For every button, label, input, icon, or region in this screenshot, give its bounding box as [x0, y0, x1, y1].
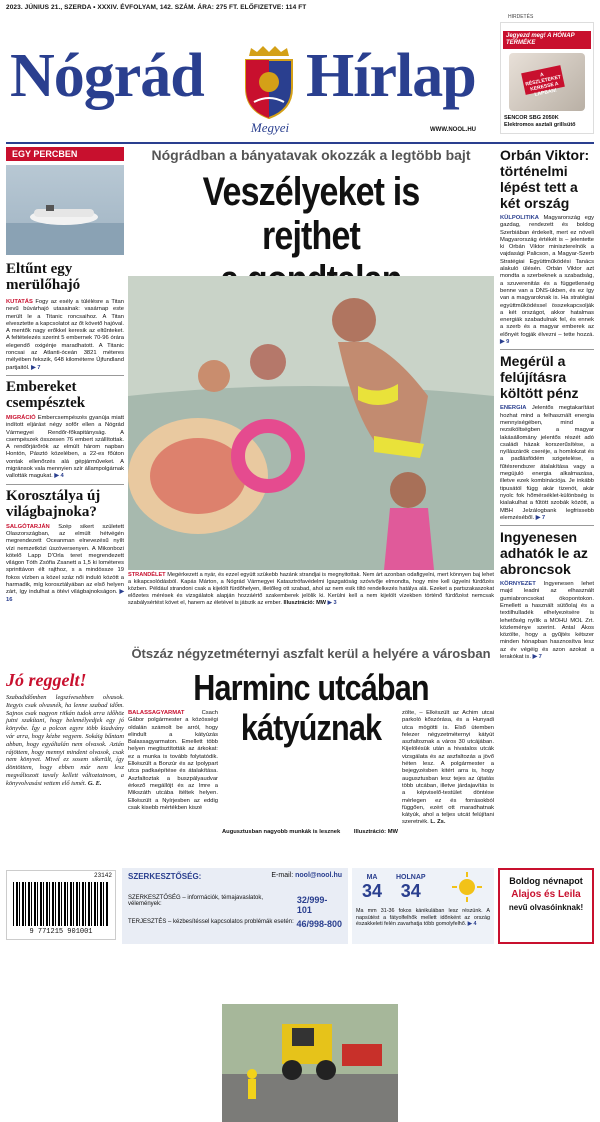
contact-box [122, 868, 348, 944]
page-ref-number: 4 [60, 473, 64, 480]
page-ref[interactable]: ▶ 7 [31, 364, 41, 371]
story-title-submarine[interactable]: Eltűnt egy merülőhajó [6, 261, 81, 293]
page-ref-number: 7 [541, 514, 546, 521]
sun-icon [452, 872, 482, 902]
page-ref-number: 7 [37, 364, 41, 371]
product-ad[interactable] [500, 22, 594, 134]
story-keyword: KÖRNYEZET [500, 581, 536, 588]
weather-body: Ma mm 31-36 fokos kánikulában lesz részünk. A napsütést a fátyolfelhők mellett időnként az ország északkeleti felén zavarhatja több gomolyfelhő. [356, 908, 490, 928]
masthead-title-right: Hírlap [306, 42, 476, 110]
photo-credit: Illusztráció: MW [353, 829, 398, 835]
left-column [6, 147, 124, 604]
barcode-top: 23142 [93, 872, 112, 879]
weather-box [352, 868, 494, 944]
page-ref[interactable]: ▶ 4 [54, 473, 64, 480]
divider [500, 525, 594, 526]
story-keyword: SALGÓTARJÁN [6, 523, 50, 530]
divider [6, 375, 124, 376]
nameday-title: Boldog névnapot [509, 876, 583, 886]
footer [0, 858, 600, 947]
weather-today-value: 34 [362, 881, 383, 901]
divider [6, 484, 124, 485]
ad-price-tag: A RÉSZLETEKET KERESSE A LAPBAN! [521, 65, 565, 95]
main-supertitle: Nógrádban a bányatavak okozzák a legtöbb bajt [151, 147, 471, 163]
contact-row-label: TERJESZTÉS – kézbesítéssel kapcsolatos problémák esetén: [128, 919, 294, 925]
story-text-submarine [6, 299, 124, 372]
second-text3 [402, 710, 494, 827]
contact-row-editorial [128, 895, 342, 915]
second-col1 [128, 710, 218, 812]
megyei-label: Megyei [250, 120, 290, 135]
opinion-title: Jó reggelt! [6, 670, 87, 690]
story-body: Csach Gábor polgármester a közösségi oldalán számolt be arról, hogy elindult a kátyúzás Balassagyarmaton. Emellett több helyen megtisztították az árkokat: ez a munka is tovább folytatódik. Elkészült a Bonzúr és az Ipolypart utca padkaépítése és átalakítása. Aszfaltoztak a buszpályaudvar érkező megállójt és az Imre a Mikszáth utcába ítéltek helyen. Elkészült a Nyírjesben az eddig csak kisebb mértékben kiszé [128, 710, 218, 811]
page-ref[interactable]: ▶ 9 [500, 339, 510, 346]
contact-label: SZERKESZTŐSÉG: [128, 872, 202, 881]
page-ref[interactable]: ▶ 16 [6, 589, 124, 603]
opinion-box [6, 670, 124, 788]
story-title-energy[interactable]: Megérül a felújításra költött pénz [500, 353, 579, 402]
ad-caption [504, 115, 576, 129]
second-headline[interactable]: Harminc utcában kátyúznak [193, 667, 429, 748]
masthead-title-left: Nógrád [10, 42, 204, 110]
website-url[interactable]: WWW.NOOL.HU [430, 127, 476, 133]
caption-keyword: STRANDÉLET [128, 572, 166, 578]
page-ref-number: 4 [473, 921, 477, 928]
weather-text [356, 908, 490, 928]
story-body: Ingyenesen lehet majd leadni az elhasznált gumiabroncsokat ökopontokon. Emellett a használt sütőolaj és a textilhulladék elhelyezésére is lehetőség nyílik a MOHU MOL Zrt. közleménye szerint. Antal Ákos közölte, hogy a gyűjtés kétszer minden hónapban hasznosítva lesz az év végéig és azon azokat a lerakókat is. [500, 581, 594, 661]
story-title-tyres[interactable]: Ingyenesen adhatók le az abroncsok [500, 529, 588, 578]
story-body: Fogy az esély a túlélésre a Titan nevű búvárhajó utasainak: vasárnap este merült le a Titanic roncsaihoz. A Titan elvesztette a kapcsolatot az őt követő hajóval. A mentők nagy erőkkel keresik az eltűnteket. A feltételezés szerint 5 embernek 70-96 órára elegendő oxigénje maradhatott. A Titanic roncsai az Atlanti-óceán 3821 méteres mélyében fekszik, 648 kilométerre Újfundland partjaitól. [6, 299, 124, 371]
story-keyword: KUTATÁS [6, 299, 33, 305]
page-ref[interactable]: ▶ 4 [467, 921, 477, 928]
contact-row-label: SZERKESZTŐSÉG – információk, témajavaslatok, vélemények: [128, 895, 264, 907]
ad-product-desc: Elektromos asztali grillsütő [504, 122, 576, 128]
nameday-names: Alajos és Leila [511, 889, 581, 900]
contact-email[interactable] [271, 872, 342, 879]
weather-today-label: MA [366, 874, 378, 881]
opinion-byline: G. E. [87, 779, 102, 787]
story-body: Szép sikert született Olaszországban, az elmúlt hétvégén megrendezett Oceanman elnevezésű nyílt vízi nemzetközi úszóversenyen. A Mikonbozi kötelő Lapp D'Orla teret megrendezett világon Tóth Zsófia Zsanett a 1,5 ki lométeres sprinttávon élt rajthoz, s a mindössze 19 fokos vízben a közel száz női induló között a harmadik, míg korosztályában az első helyen zárt, így indulhat a ötévi világbajnokságon. [6, 523, 124, 596]
nameday-tail: nevű olvasóinknak! [508, 903, 584, 912]
swimming-scene-icon [128, 276, 494, 570]
story-text-orban [500, 215, 594, 346]
page-ref-number: 16 [6, 596, 13, 603]
story-title-champion[interactable]: Korosztálya új világbajnoka? [6, 487, 101, 520]
opinion-body: Szabadidőmben legszívesebben olvasok. Itegyis csak olvasnék, ha lenne szabad időm. Sajnos csak nagyon ritkán tudok arra időhöz jutni szakítani, hogy belemélyedjek egy jó könyvbe. Így a polcon egyre több kiadvány vár arra, hogy kézbe vegyem. Sokáig bűntam abban, hogy egyáltalán nem olvasok. Aztán rájöttem, hogy mennyi mindent olvasok, csak nem könyvet. Mivel ez sosem sikerült, így döntöttem, hogy ebben már nem lesz megváltozott tavaly kellett változtatnom, a könyvolvasást vettem elő ismét. [6, 694, 124, 787]
story-text-champion [6, 524, 124, 604]
section-tag-egy-percben: EGY PERCBEN [6, 147, 124, 161]
opinion-text [6, 694, 124, 788]
county-crest-icon [240, 46, 298, 120]
page-ref[interactable]: ▶ 7 [532, 654, 542, 661]
submarine-icon [6, 165, 124, 255]
nameday-box [498, 868, 594, 944]
masthead [6, 36, 476, 135]
weather-tomorrow [396, 874, 426, 902]
story-title-orban[interactable]: Orbán Viktor: történelmi lépést tett a két ország [500, 147, 590, 211]
second-text1 [128, 710, 218, 812]
roadwork-photo-caption [222, 829, 398, 836]
masthead-rule [6, 142, 594, 144]
main-photo-caption [128, 572, 494, 607]
story-text-energy [500, 405, 594, 522]
story-keyword: KÜLPOLITIKA [500, 215, 539, 221]
submarine-photo [6, 165, 124, 255]
caption-text: Megérkezett a nyár, és ezzel együtt szükebb hazánk strandjai is megnyitottak. Nem árt azonban odafigyelni, mert könnyen baj lehet a kikapcsolódásból. Kapás Márton, a Nógrád Vármegyei Katasztrófavédelmi Igazgatóság szóvivője elmondta, hogy mire kell ügyelni fürdőzés közben. Például strandoni csak a kijelölt fürdőhelyen, illetőleg ott szabad, ahol az nem esik tiltó rendelkezés hatálya alá. Ezeket a partszakaszokat előzetes mérések és vizsgálatok alapján hozzáértő szakemberek jelölik ki. Kerülni kell a nem kijelölt vízekben történő fürdőzést nemcsak szabálysértést követ el, hanem az életével is játszik az ember. [128, 572, 494, 607]
page-ref-number: 3 [333, 600, 337, 607]
story-keyword: BALASSAGYARMAT [128, 710, 185, 716]
barcode-number: 9 771215 901001 [29, 928, 93, 936]
email-label: E-mail: [271, 872, 294, 879]
story-text-smugglers [6, 415, 124, 481]
second-byline: L. Zs. [430, 819, 446, 826]
ad-banner: Jegyezd meg! A HÓNAP TERMÉKE [503, 31, 591, 49]
email-address: nool@nool.hu [295, 872, 342, 879]
page-ref-number: 9 [506, 339, 510, 346]
contact-row-number[interactable]: 32/999-101 [296, 895, 328, 915]
page-ref[interactable]: ▶ 3 [327, 600, 337, 607]
caption-credit: Illusztráció: MW [283, 600, 327, 607]
contact-row-number[interactable]: 46/998-800 [296, 919, 342, 929]
second-col3 [402, 710, 494, 827]
story-body: Magyarország egy gazdag, rendezett és boldog Szerbiában érdekelt, mert ez növeli Magyarország értékét is – jelentette ki Orbán Viktor miniszterelnök a vajdasági Palicson, a Magyar-Szerb Stratégiai Együttműködési Tanács alakuló ülésén. Orbán Viktor azt mondta a szerbeknek a szabadság, a szuverenitás és a függetlenség benne van a DNS-ükben, és ez így van a magyaroknak is. Ha stratégiai együttműködéssel összekapcsolják a két országot, akkor hatalmas energiák szabadulnak fel, és ennek a szerb és a magyar emberek az előnyét fogják élvezni – tette hozzá. [500, 215, 594, 338]
story-text-tyres [500, 581, 594, 661]
photo-caption-text: Augusztusban nagyobb munkák is lesznek [222, 829, 341, 835]
contact-row-distribution [128, 919, 342, 929]
barcode-bars [13, 882, 109, 926]
main-headline-line1: Veszélyeket is rejthet [202, 170, 420, 258]
second-supertitle: Ötszáz négyzetméternyi aszfalt kerül a helyére a városban [131, 646, 491, 661]
dateline: 2023. JÚNIUS 21., SZERDA • XXXIV. ÉVFOLYAM, 142. SZÁM. ÁRA: 275 FT. ELŐFIZETVE: 114 FT [6, 4, 307, 11]
ad-label: HIRDETÉS [508, 14, 534, 20]
page-ref-number: 7 [538, 654, 542, 661]
roadwork-photo [222, 1004, 398, 1122]
excavator-scene-icon [222, 1004, 398, 1122]
story-keyword: ENERGIA [500, 405, 527, 412]
story-keyword: MIGRÁCIÓ [6, 414, 36, 421]
right-column [500, 147, 594, 661]
divider [500, 349, 594, 350]
story-body: zölte, – Elkészült az Achim utcai parkoló kőszórása, és a Hunyadi utca mögötti is. Első ütemben felezer négyzetméternyi kátyút aszfaltoznak a város 30 utcájában. Kijelölésük után a hivatalos utcák vizsgálata és az aszfaltozás a jövő héten lesz. A polgármester a bejegyzésben kitért arra is, hogy augusztusban lesz tejes az újtatás több utcában, illetve járdajavítás is a képviselő-testület döntése mérlegen ez és forrásokból függően, ezért ott maradhatnak kátyúk, ahol a teljes utcát felújítani szeretnék. [402, 710, 494, 826]
weather-tomorrow-value: 34 [400, 881, 421, 901]
story-title-smugglers[interactable]: Embereket csempésztek [6, 378, 86, 411]
page-ref[interactable]: ▶ 7 [535, 514, 546, 521]
weather-tomorrow-label: HOLNAP [396, 874, 426, 881]
barcode [6, 870, 116, 940]
weather-today [362, 874, 382, 902]
story-body: Embercsempészés gyanúja miatt indított eljárást négy sofőr ellen a Nógrád Vármegyei Rendőr-főkapitányság. A csempészek összesen 76 embert szállítottak. A rendőrjárőrök az elmúlt három napban Hontón, Pásztó közelében, a 22-es főúton vontak ellenőrzés alá gépjárműveket. A migránsok vala mennyien szír állampolgárnak vallották magukat. [6, 414, 124, 480]
story-body: Jelentős megtakarítást hozhat mind a felhasznált energia mennyiségében, mind a rezsiköltségben a magyar lakásállomány jelentős részét adó családi házak korszerűsítése, a nyílászárók cseréje, a homlokzat és a padlásfödém szigetelése, a fűtésrendszer átalakítása vagy a megújuló energia alkalmazása, illetve ezek kombinációja. Je inkább tipusától függ akár tizenöt, akár nyolc fok hőmérséklet-különbség is kialakulhat a fűtött szobák között, a MBH Jelzálogbank legfrissebb elemzéséből. [500, 405, 594, 521]
ad-product-name: SENCOR SBG 2050K [504, 115, 559, 121]
main-photo-swimming [128, 276, 494, 570]
